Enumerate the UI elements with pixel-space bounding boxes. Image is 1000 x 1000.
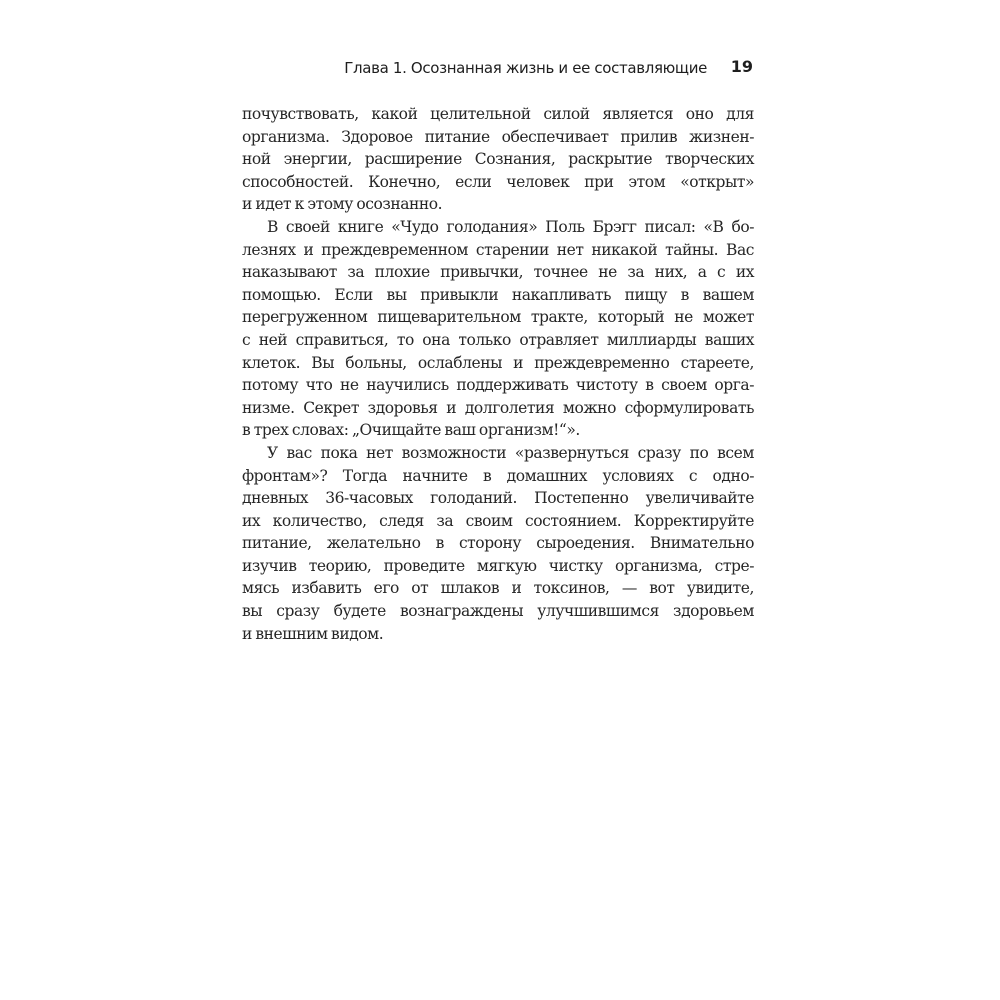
text-line: У вас пока нет возможности «развернуться сразу по всем <box>267 443 754 462</box>
text-line: клеток. Вы больны, ослаблены и преждевременно стареете, <box>242 353 754 372</box>
text-line: лезнях и преждевременном старении нет никакой тайны. Вас <box>242 240 754 259</box>
text-line: организма. Здоровое питание обеспечивает прилив жизнен- <box>242 127 754 146</box>
body-text <box>242 103 754 645</box>
page-number: 19 <box>730 57 753 76</box>
text-line: изучив теорию, проведите мягкую чистку организма, стре- <box>242 556 754 575</box>
text-line: в трех словах: „Очищайте ваш организм!“». <box>242 421 580 440</box>
text-line: мясь избавить его от шлаков и токсинов, — вот увидите, <box>242 579 754 598</box>
text-line: питание, желательно в сторону сыроедения. Внимательно <box>242 534 754 553</box>
text-line: дневных 36-часовых голоданий. Постепенно увеличивайте <box>242 489 754 508</box>
paragraph-2 <box>242 216 754 442</box>
text-line: их количество, следя за своим состоянием. Корректируйте <box>242 511 754 530</box>
text-line: перегруженном пищеварительном тракте, который не может <box>242 308 754 327</box>
text-line: вы сразу будете вознаграждены улучшившимся здоровьем <box>242 602 754 621</box>
paragraph-3 <box>242 442 754 645</box>
text-line: с ней справиться, то она только отравляет миллиарды ваших <box>242 330 754 349</box>
paragraph-1 <box>242 103 754 216</box>
text-line: фронтам»? Тогда начните в домашних условиях с одно- <box>242 466 754 485</box>
text-line: В своей книге «Чудо голодания» Поль Брэгг писал: «В бо- <box>267 217 754 236</box>
text-line: способностей. Конечно, если человек при этом «открыт» <box>242 172 754 191</box>
text-line: ной энергии, расширение Сознания, раскрытие творческих <box>242 150 754 169</box>
text-line: и идет к этому осознанно. <box>242 195 443 214</box>
running-header <box>300 57 755 81</box>
text-line: наказывают за плохие привычки, точнее не за них, а с их <box>242 263 754 282</box>
text-line: низме. Секрет здоровья и долголетия можно сформулировать <box>242 398 754 417</box>
text-line: почувствовать, какой целительной силой является оно для <box>242 105 754 123</box>
text-line: и внешним видом. <box>242 624 384 643</box>
chapter-title: Глава 1. Осознанная жизнь и ее составляющие <box>344 59 707 77</box>
text-line: помощью. Если вы привыкли накапливать пищу в вашем <box>242 285 754 304</box>
text-line: потому что не научились поддерживать чистоту в своем орга- <box>242 376 754 395</box>
